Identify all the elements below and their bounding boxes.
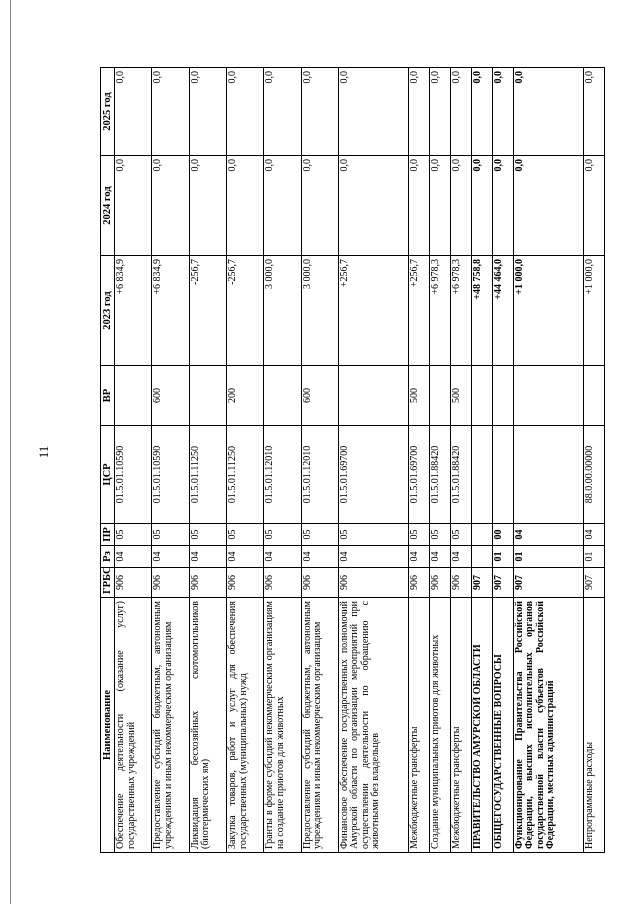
cell-pr: 05 (301, 523, 338, 545)
cell-grbs: 907 (471, 567, 492, 597)
cell-2025: 0,0 (151, 67, 188, 155)
cell-2023: 3 000,0 (263, 255, 300, 365)
cell-2024: 0,0 (429, 155, 450, 255)
table-row (429, 67, 450, 852)
cell-rz: 04 (338, 545, 408, 567)
cell-pr (471, 523, 492, 545)
cell-2023: +1 000,0 (513, 255, 583, 365)
cell-pr: 05 (338, 523, 408, 545)
cell-csr: 88.0.00.00000 (583, 425, 604, 523)
cell-2023: -256,7 (226, 255, 263, 365)
cell-csr (492, 425, 513, 523)
cell-name: Предоставление субсидий бюджетным, автономным учреждениям и иным некоммерческим организациям (151, 597, 188, 852)
cell-2023: +6 978,3 (450, 255, 471, 365)
cell-vr (338, 365, 408, 425)
cell-pr: 00 (492, 523, 513, 545)
cell-rz: 04 (226, 545, 263, 567)
cell-vr (471, 365, 492, 425)
cell-grbs: 906 (338, 567, 408, 597)
cell-rz: 04 (151, 545, 188, 567)
cell-name: Предоставление субсидий бюджетным, автономным учреждениям и иным некоммерческим организациям (301, 597, 338, 852)
cell-rz: 04 (301, 545, 338, 567)
table-row (583, 67, 604, 852)
cell-rz: 01 (513, 545, 583, 567)
cell-2025: 0,0 (226, 67, 263, 155)
cell-2025: 0,0 (408, 67, 429, 155)
cell-2023: +6 834,9 (151, 255, 188, 365)
cell-rz (471, 545, 492, 567)
cell-grbs: 906 (301, 567, 338, 597)
cell-name: Ликвидация бесхозяйных скотомогильников (биотермических ям) (189, 597, 226, 852)
cell-2024: 0,0 (583, 155, 604, 255)
cell-rz: 04 (263, 545, 300, 567)
cell-2024: 0,0 (151, 155, 188, 255)
cell-2023: +256,7 (338, 255, 408, 365)
cell-2023: +44 464,0 (492, 255, 513, 365)
cell-grbs: 907 (583, 567, 604, 597)
cell-vr (583, 365, 604, 425)
cell-csr: 01.5.01.10590 (151, 425, 188, 523)
page-number: 11 (36, 445, 51, 459)
cell-pr: 04 (583, 523, 604, 545)
table-header-row (100, 67, 114, 852)
cell-grbs: 906 (408, 567, 429, 597)
header-2024: 2024 год (100, 155, 114, 255)
cell-name: Непрограммные расходы (583, 597, 604, 852)
cell-2024: 0,0 (408, 155, 429, 255)
cell-vr: 200 (226, 365, 263, 425)
cell-2024: 0,0 (338, 155, 408, 255)
scan-edge-line (10, 0, 11, 904)
cell-2023: +256,7 (408, 255, 429, 365)
cell-csr: 01.5.01.88420 (450, 425, 471, 523)
table-row (492, 67, 513, 852)
cell-grbs: 906 (429, 567, 450, 597)
cell-grbs: 907 (492, 567, 513, 597)
cell-name: ПРАВИТЕЛЬСТВО АМУРСКОЙ ОБЛАСТИ (471, 597, 492, 852)
cell-name: Функционирование Правительства Российской Федерации, высших исполнительных органов государственной власти субъектов Российской Федерации, местных администраций (513, 597, 583, 852)
table-row (263, 67, 300, 852)
cell-2025: 0,0 (429, 67, 450, 155)
cell-rz: 01 (492, 545, 513, 567)
header-vr: ВР (100, 365, 114, 425)
cell-grbs: 906 (114, 567, 151, 597)
cell-2025: 0,0 (513, 67, 583, 155)
table-row (471, 67, 492, 852)
cell-pr: 05 (450, 523, 471, 545)
table-row (450, 67, 471, 852)
cell-csr (471, 425, 492, 523)
header-rz: Рз (100, 545, 114, 567)
cell-name: Обеспечение деятельности (оказание услуг) государственных учреждений (114, 597, 151, 852)
cell-vr: 600 (151, 365, 188, 425)
cell-pr: 05 (226, 523, 263, 545)
cell-rz: 04 (189, 545, 226, 567)
header-grbs: ГРБС (100, 567, 114, 597)
cell-pr: 05 (408, 523, 429, 545)
cell-2025: 0,0 (301, 67, 338, 155)
table-row (226, 67, 263, 852)
cell-csr: 01.5.01.69700 (408, 425, 429, 523)
header-pr: ПР (100, 523, 114, 545)
header-name: Наименование (100, 597, 114, 852)
cell-2023: +48 758,8 (471, 255, 492, 365)
cell-rz: 04 (450, 545, 471, 567)
header-2023: 2023 год (100, 255, 114, 365)
cell-csr: 01.5.01.11250 (226, 425, 263, 523)
cell-pr: 05 (429, 523, 450, 545)
cell-2024: 0,0 (226, 155, 263, 255)
cell-2024: 0,0 (450, 155, 471, 255)
cell-csr: 01.5.01.11250 (189, 425, 226, 523)
cell-vr: 500 (408, 365, 429, 425)
cell-grbs: 906 (189, 567, 226, 597)
cell-grbs: 906 (151, 567, 188, 597)
cell-name: Закупка товаров, работ и услуг для обеспечения государственных (муниципальных) нужд (226, 597, 263, 852)
cell-2024: 0,0 (492, 155, 513, 255)
budget-table-sheet (100, 68, 605, 853)
cell-2025: 0,0 (583, 67, 604, 155)
cell-pr: 05 (189, 523, 226, 545)
cell-name: Создание муниципальных приютов для животных (429, 597, 450, 852)
cell-name: Финансовое обеспечение государственных полномочий Амурской области по организации мероприятий при осуществлении деятельности по обращению с животными без владельцев (338, 597, 408, 852)
cell-pr: 05 (263, 523, 300, 545)
cell-vr (114, 365, 151, 425)
cell-2024: 0,0 (189, 155, 226, 255)
cell-vr (492, 365, 513, 425)
cell-rz: 04 (429, 545, 450, 567)
cell-vr (263, 365, 300, 425)
table-row (301, 67, 338, 852)
cell-grbs: 907 (513, 567, 583, 597)
table-row (114, 67, 151, 852)
cell-2025: 0,0 (114, 67, 151, 155)
cell-2024: 0,0 (263, 155, 300, 255)
cell-2024: 0,0 (114, 155, 151, 255)
cell-csr (513, 425, 583, 523)
cell-2024: 0,0 (301, 155, 338, 255)
cell-2023: -256,7 (189, 255, 226, 365)
cell-2025: 0,0 (263, 67, 300, 155)
cell-rz: 04 (408, 545, 429, 567)
cell-2025: 0,0 (338, 67, 408, 155)
cell-2025: 0,0 (450, 67, 471, 155)
cell-2025: 0,0 (189, 67, 226, 155)
cell-vr (189, 365, 226, 425)
cell-name: Гранты в форме субсидий некоммерческим организациям на создание приютов для животных (263, 597, 300, 852)
cell-2025: 0,0 (471, 67, 492, 155)
cell-pr: 04 (513, 523, 583, 545)
cell-name: Межбюджетные трансферты (408, 597, 429, 852)
cell-csr: 01.5.01.10590 (114, 425, 151, 523)
cell-2023: +1 000,0 (583, 255, 604, 365)
table-row (513, 67, 583, 852)
cell-csr: 01.5.01.88420 (429, 425, 450, 523)
cell-grbs: 906 (263, 567, 300, 597)
cell-rz: 01 (583, 545, 604, 567)
cell-name: Межбюджетные трансферты (450, 597, 471, 852)
cell-2024: 0,0 (471, 155, 492, 255)
cell-vr: 500 (450, 365, 471, 425)
budget-table (100, 67, 605, 853)
header-2025: 2025 год (100, 67, 114, 155)
table-row (151, 67, 188, 852)
cell-2023: +6 834,9 (114, 255, 151, 365)
cell-2025: 0,0 (492, 67, 513, 155)
cell-csr: 01.5.01.12010 (263, 425, 300, 523)
cell-vr: 600 (301, 365, 338, 425)
cell-rz: 04 (114, 545, 151, 567)
cell-2023: +6 978,3 (429, 255, 450, 365)
cell-2023: 3 000,0 (301, 255, 338, 365)
cell-csr: 01.5.01.12010 (301, 425, 338, 523)
cell-vr (429, 365, 450, 425)
table-row (338, 67, 408, 852)
cell-vr (513, 365, 583, 425)
cell-csr: 01.5.01.69700 (338, 425, 408, 523)
cell-grbs: 906 (450, 567, 471, 597)
header-csr: ЦСР (100, 425, 114, 523)
cell-grbs: 906 (226, 567, 263, 597)
cell-2024: 0,0 (513, 155, 583, 255)
cell-pr: 05 (151, 523, 188, 545)
table-row (189, 67, 226, 852)
table-row (408, 67, 429, 852)
cell-pr: 05 (114, 523, 151, 545)
cell-name: ОБЩЕГОСУДАРСТВЕННЫЕ ВОПРОСЫ (492, 597, 513, 852)
